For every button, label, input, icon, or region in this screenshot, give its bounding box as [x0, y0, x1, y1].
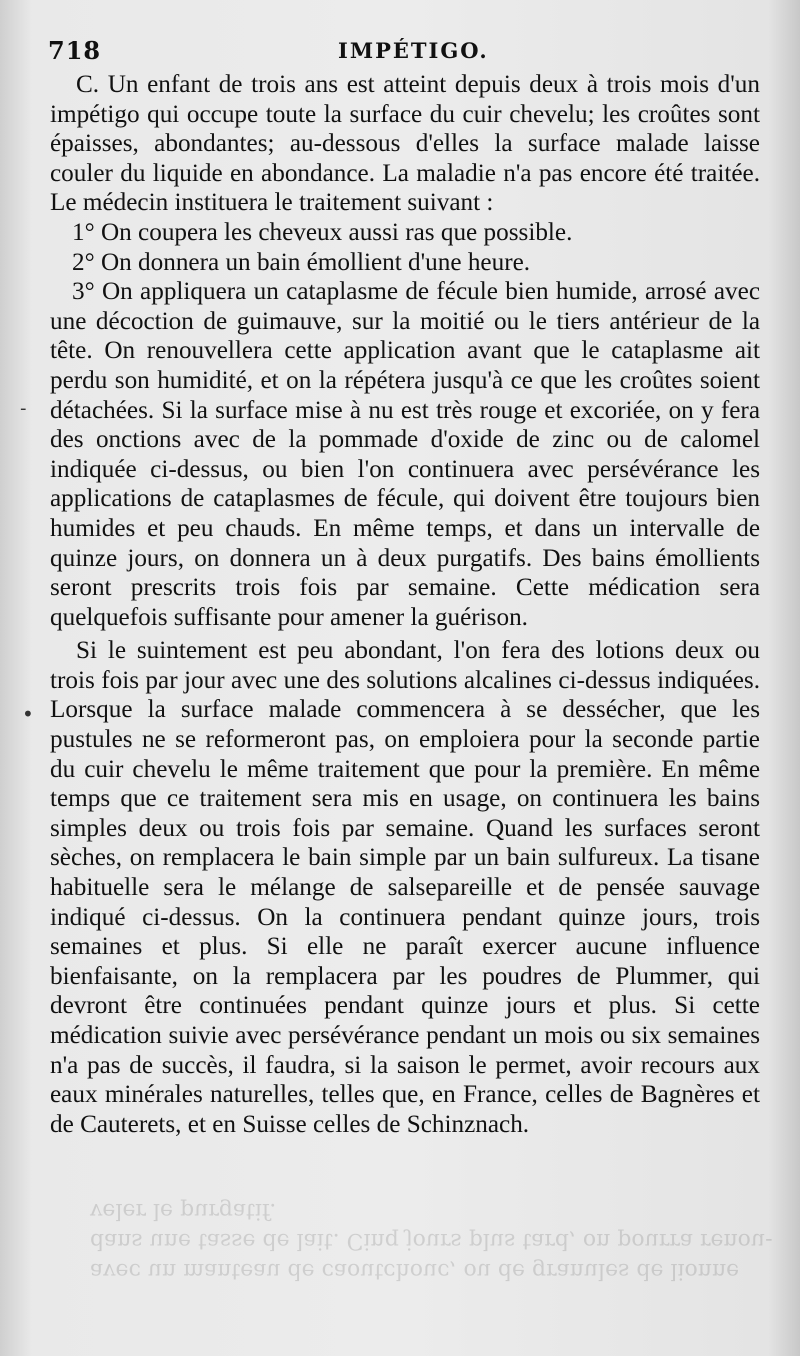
page-header: [48, 36, 758, 70]
paragraph-case-c: C. Un enfant de trois ans est atteint depuis deux à trois mois d'un impétigo qui occupe toute la surface du cuir chevelu; les croûtes sont épaisses, abondantes; au-dessous d'elles la surface malade laisse couler du liquide en abondance. La maladie n'a pas encore été traitée. Le médecin instituera le traitement suivant :: [50, 71, 760, 217]
margin-dot-mark: •: [22, 702, 34, 726]
page-number: 718: [48, 36, 102, 65]
show-through-line: dans une tasse de lait. Cinq jours plus tard, on pourra renou-: [90, 1228, 773, 1253]
margin-dash-mark: -: [20, 398, 27, 419]
show-through-line: avec un manteau de caoutchouc, ou de granules de lionne: [90, 1258, 740, 1283]
treatment-step-1: 1° On coupera les cheveux aussi ras que possible.: [72, 218, 573, 246]
body-text: [50, 70, 760, 1139]
show-through-line: veler le purgatif.: [90, 1198, 277, 1223]
running-title: IMPÉTIGO.: [338, 38, 489, 63]
show-through-text: [90, 1195, 773, 1285]
treatment-step-3: 3° On appliquera un cataplasme de fécule bien humide, arrosé avec une décoction de guimauve, sur la moitié ou le tiers antérieur de la tête. On renouvellera cette application avant que le cataplasme ait perdu son humidité, et on la répétera jusqu'à ce que les croûtes soient détachées. Si la surface mise à nu est très rouge et excoriée, on y fera des onctions avec de la pommade d'oxide de zinc ou de calomel indiquée ci-dessus, ou bien l'on continuera avec persévérance les applications de cataplasmes de fécule, qui doivent être toujours bien humides et peu chauds. En même temps, et dans un intervalle de quinze jours, on donnera un à deux purgatifs. Des bains émollients seront prescrits trois fois par semaine. Cette médication sera quelquefois suffisante pour amener la guérison.: [50, 278, 760, 631]
treatment-step-2: 2° On donnera un bain émollient d'une heure.: [72, 248, 531, 276]
paragraph-suintement: Si le suintement est peu abondant, l'on fera des lotions deux ou trois fois par jour avec une des solutions alcalines ci-dessus indiquées. Lorsque la surface malade commencera à se dessécher, que les pustules ne se reformeront pas, on emploiera pour la seconde partie du cuir chevelu le même traitement que pour la première. En même temps que ce traitement sera mis en usage, on continuera les bains simples deux ou trois fois par semaine. Quand les surfaces seront sèches, on remplacera le bain simple par un bain sulfureux. La tisane habituelle sera le mélange de salsepareille et de pensée sauvage indiqué ci-dessus. On la continuera pendant quinze jours, trois semaines et plus. Si elle ne paraît exercer aucune influence bienfaisante, on la remplacera par les poudres de Plummer, qui devront être continuées pendant quinze jours et plus. Si cette médication suivie avec persévérance pendant un mois ou six semaines n'a pas de succès, il faudra, si la saison le permet, avoir recours aux eaux minérales naturelles, telles que, en France, celles de Bagnères et de Cauterets, et en Suisse celles de Schinznach.: [50, 637, 760, 1138]
